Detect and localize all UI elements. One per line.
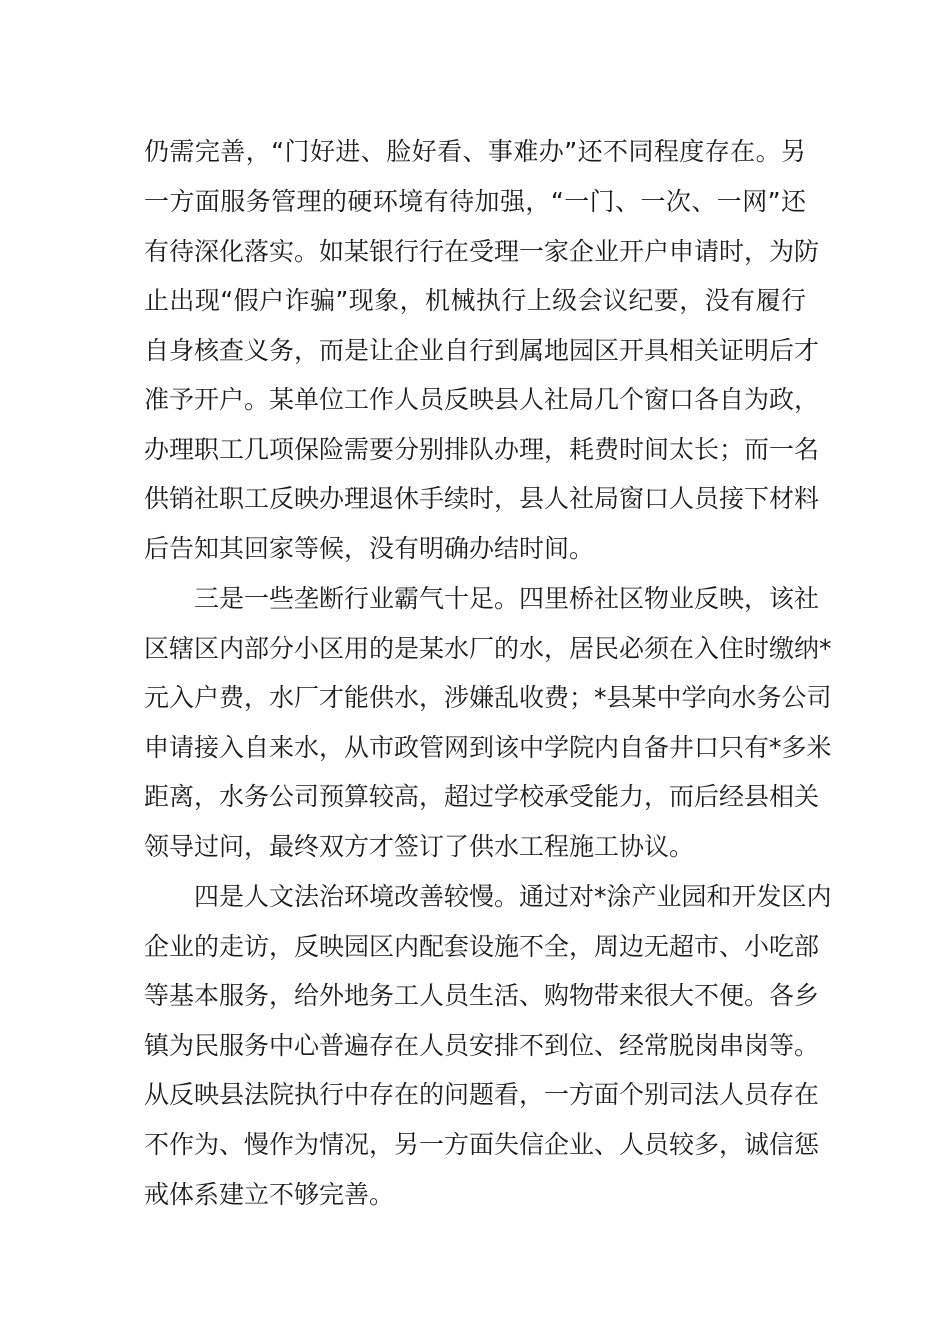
text-line: 戒体系建立不够完善。 <box>144 1180 395 1209</box>
text-line: 一方面服务管理的硬环境有待加强，“一门、一次、一网”还 <box>144 187 806 216</box>
text-line: 准予开户。某单位工作人员反映县人社局几个窗口各自为政， <box>144 385 820 414</box>
text-line: 止出现“假户诈骗”现象，机械执行上级会议纪要，没有履行 <box>144 286 806 315</box>
text-line: 不作为、慢作为情况，另一方面失信企业、人员较多，诚信惩 <box>144 1130 820 1159</box>
text-line: 领导过问，最终双方才签订了供水工程施工协议。 <box>144 832 695 861</box>
text-line: 元入户费，水厂才能供水，涉嫌乱收费；*县某中学向水务公司 <box>144 683 832 712</box>
text-line: 从反映县法院执行中存在的问题看，一方面个别司法人员存在 <box>144 1080 820 1109</box>
text-line: 镇为民服务中心普遍存在人员安排不到位、经常脱岗串岗等。 <box>144 1031 820 1060</box>
text-line: 有待深化落实。如某银行行在受理一家企业开户申请时，为防 <box>144 237 820 266</box>
text-line: 后告知其回家等候，没有明确办结时间。 <box>144 534 595 563</box>
text-line: 企业的走访，反映园区内配套设施不全，周边无超市、小吃部 <box>144 932 820 961</box>
paragraph-first-line: 四是人文法治环境改善较慢。通过对*涂产业园和开发区内 <box>194 882 832 911</box>
text-line: 仍需完善，“门好进、脸好看、事难办”还不同程度存在。另 <box>144 137 806 166</box>
text-line: 等基本服务，给外地务工人员生活、购物带来很大不便。各乡 <box>144 981 820 1010</box>
text-line: 区辖区内部分小区用的是某水厂的水，居民必须在入住时缴纳* <box>144 634 832 663</box>
paragraph-first-line: 三是一些垄断行业霸气十足。四里桥社区物业反映，该社 <box>194 584 820 613</box>
text-line: 申请接入自来水，从市政管网到该中学院内自备井口只有*多米 <box>144 733 832 762</box>
text-line: 距离，水务公司预算较高，超过学校承受能力，而后经县相关 <box>144 782 820 811</box>
text-line: 自身核查义务，而是让企业自行到属地园区开具相关证明后才 <box>144 336 820 365</box>
text-line: 供销社职工反映办理退休手续时，县人社局窗口人员接下材料 <box>144 484 820 513</box>
text-line: 办理职工几项保险需要分别排队办理，耗费时间太长；而一名 <box>144 435 820 464</box>
